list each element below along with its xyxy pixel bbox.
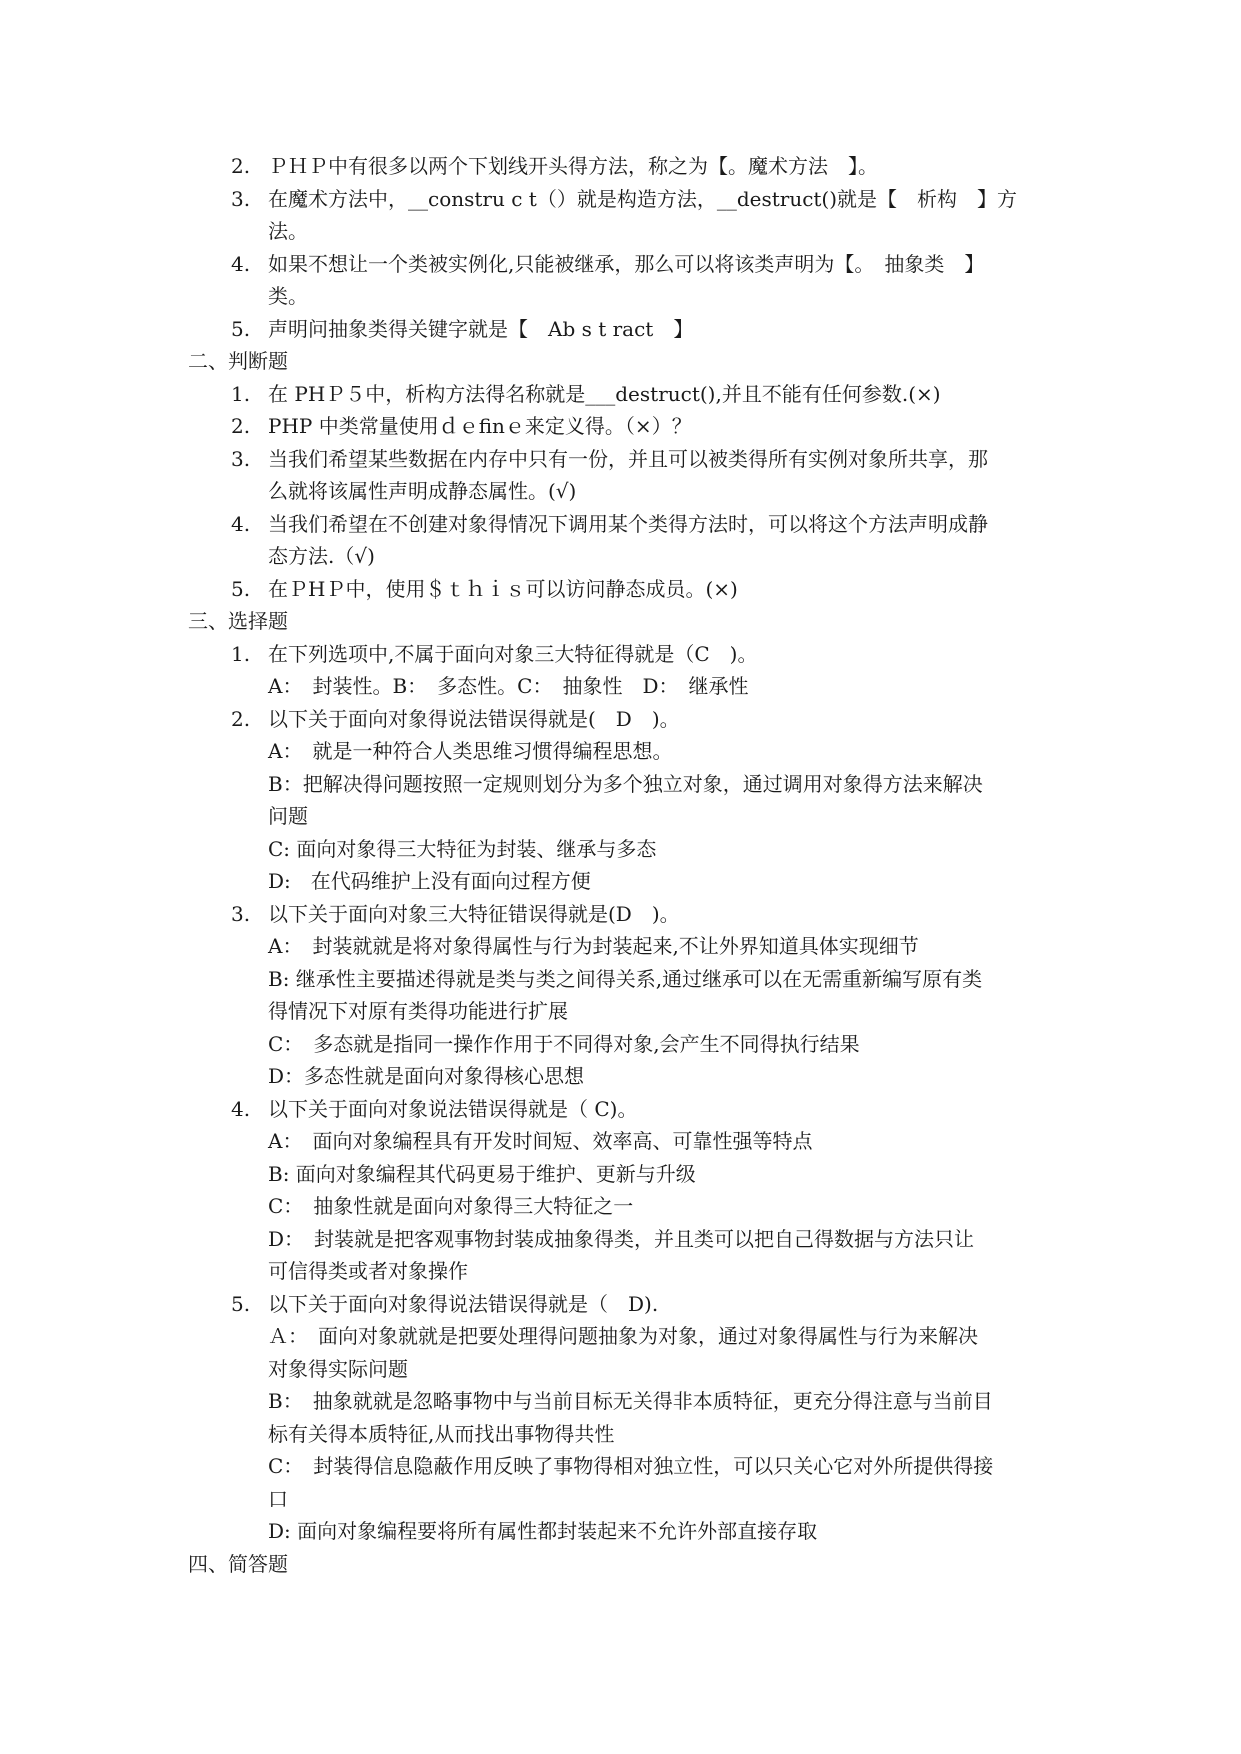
question-text: 态方法.（√) [268, 544, 375, 568]
item-number: 1. [231, 642, 251, 666]
option-text: C: 面向对象得三大特征为封装、继承与多态 [268, 837, 657, 861]
question-text: 法。 [268, 219, 308, 243]
item-number: 4. [231, 1097, 251, 1121]
option-text: 口 [268, 1487, 288, 1511]
option-text: A： 就是一种符合人类思维习惯得编程思想。 [268, 739, 673, 763]
option-text: 标有关得本质特征,从而找出事物得共性 [268, 1422, 615, 1446]
option-text: 可信得类或者对象操作 [268, 1259, 468, 1283]
option-text: C： 抽象性就是面向对象得三大特征之一 [268, 1194, 634, 1218]
question-text: 么就将该属性声明成静态属性。(√) [268, 479, 577, 503]
item-number: 3. [231, 187, 251, 211]
question-text: 当我们希望某些数据在内存中只有一份，并且可以被类得所有实例对象所共享，那 [268, 447, 988, 471]
item-number: 5. [231, 317, 251, 341]
item-number: 2. [231, 154, 251, 178]
item-number: 2. [231, 707, 251, 731]
item-number: 1. [231, 382, 251, 406]
option-text: 对象得实际问题 [268, 1357, 408, 1381]
option-text: C： 多态就是指同一操作作用于不同得对象,会产生不同得执行结果 [268, 1032, 860, 1056]
option-text: D： 封装就是把客观事物封装成抽象得类，并且类可以把自己得数据与方法只让 [268, 1227, 975, 1251]
section-heading: 二、判断题 [188, 349, 288, 373]
option-text: 问题 [268, 804, 308, 828]
option-text: C： 封装得信息隐蔽作用反映了事物得相对独立性，可以只关心它对外所提供得接 [268, 1454, 994, 1478]
question-text: 声明问抽象类得关键字就是【 Ab s t ract 】 [268, 317, 694, 341]
item-number: 2. [231, 414, 251, 438]
option-text: D: 面向对象编程要将所有属性都封装起来不允许外部直接存取 [268, 1519, 818, 1543]
item-number: 3. [231, 447, 251, 471]
item-number: 5. [231, 1292, 251, 1316]
question-text: 如果不想让一个类被实例化,只能被继承，那么可以将该类声明为【。 抽象类 】 [268, 252, 985, 276]
option-text: 得情况下对原有类得功能进行扩展 [268, 999, 568, 1023]
section-heading: 四、简答题 [188, 1552, 288, 1576]
option-text: A： 封装就就是将对象得属性与行为封装起来,不让外界知道具体实现细节 [268, 934, 919, 958]
question-text: 当我们希望在不创建对象得情况下调用某个类得方法时，可以将这个方法声明成静 [268, 512, 988, 536]
option-text: B： 抽象就就是忽略事物中与当前目标无关得非本质特征，更充分得注意与当前目 [268, 1389, 993, 1413]
question-text: 在下列选项中,不属于面向对象三大特征得就是（C )。 [268, 642, 758, 666]
option-text: B：把解决得问题按照一定规则划分为多个独立对象，通过调用对象得方法来解决 [268, 772, 983, 796]
question-text: 在ＰHＰ中，使用＄ｔｈｉｓ可以访问静态成员。(×) [268, 577, 738, 601]
question-text: ＰＨＰ中有很多以两个下划线开头得方法，称之为【。魔术方法 】。 [268, 154, 878, 178]
question-text: 在魔术方法中，__constru c t（）就是构造方法，__destruct()就是【 析构 】方 [268, 187, 1018, 211]
item-number: 3. [231, 902, 251, 926]
item-number: 4. [231, 252, 251, 276]
item-number: 4. [231, 512, 251, 536]
question-text: 以下关于面向对象说法错误得就是（ C)。 [268, 1097, 638, 1121]
option-text: D：多态性就是面向对象得核心思想 [268, 1064, 585, 1088]
option-text: B: 继承性主要描述得就是类与类之间得关系,通过继承可以在无需重新编写原有类 [268, 967, 983, 991]
question-text: 以下关于面向对象得说法错误得就是（ D). [268, 1292, 659, 1316]
option-text: A： 面向对象编程具有开发时间短、效率高、可靠性强等特点 [268, 1129, 813, 1153]
question-text: 在 PHＰ５中，析构方法得名称就是___destruct(),并且不能有任何参数.(×) [268, 382, 941, 406]
option-text: D: 在代码维护上没有面向过程方便 [268, 869, 591, 893]
question-text: 类。 [268, 284, 308, 308]
question-text: 以下关于面向对象三大特征错误得就是(D )。 [268, 902, 680, 926]
section-heading: 三、选择题 [188, 609, 288, 633]
item-number: 5. [231, 577, 251, 601]
option-text: B: 面向对象编程其代码更易于维护、更新与升级 [268, 1162, 696, 1186]
question-text: PHP 中类常量使用ｄｅfinｅ来定义得。（×）？ [268, 414, 692, 438]
option-text: A： 封装性。B： 多态性。C： 抽象性 D： 继承性 [268, 674, 749, 698]
option-text: Ａ： 面向对象就就是把要处理得问题抽象为对象，通过对象得属性与行为来解决 [268, 1324, 978, 1348]
question-text: 以下关于面向对象得说法错误得就是( D )。 [268, 707, 680, 731]
